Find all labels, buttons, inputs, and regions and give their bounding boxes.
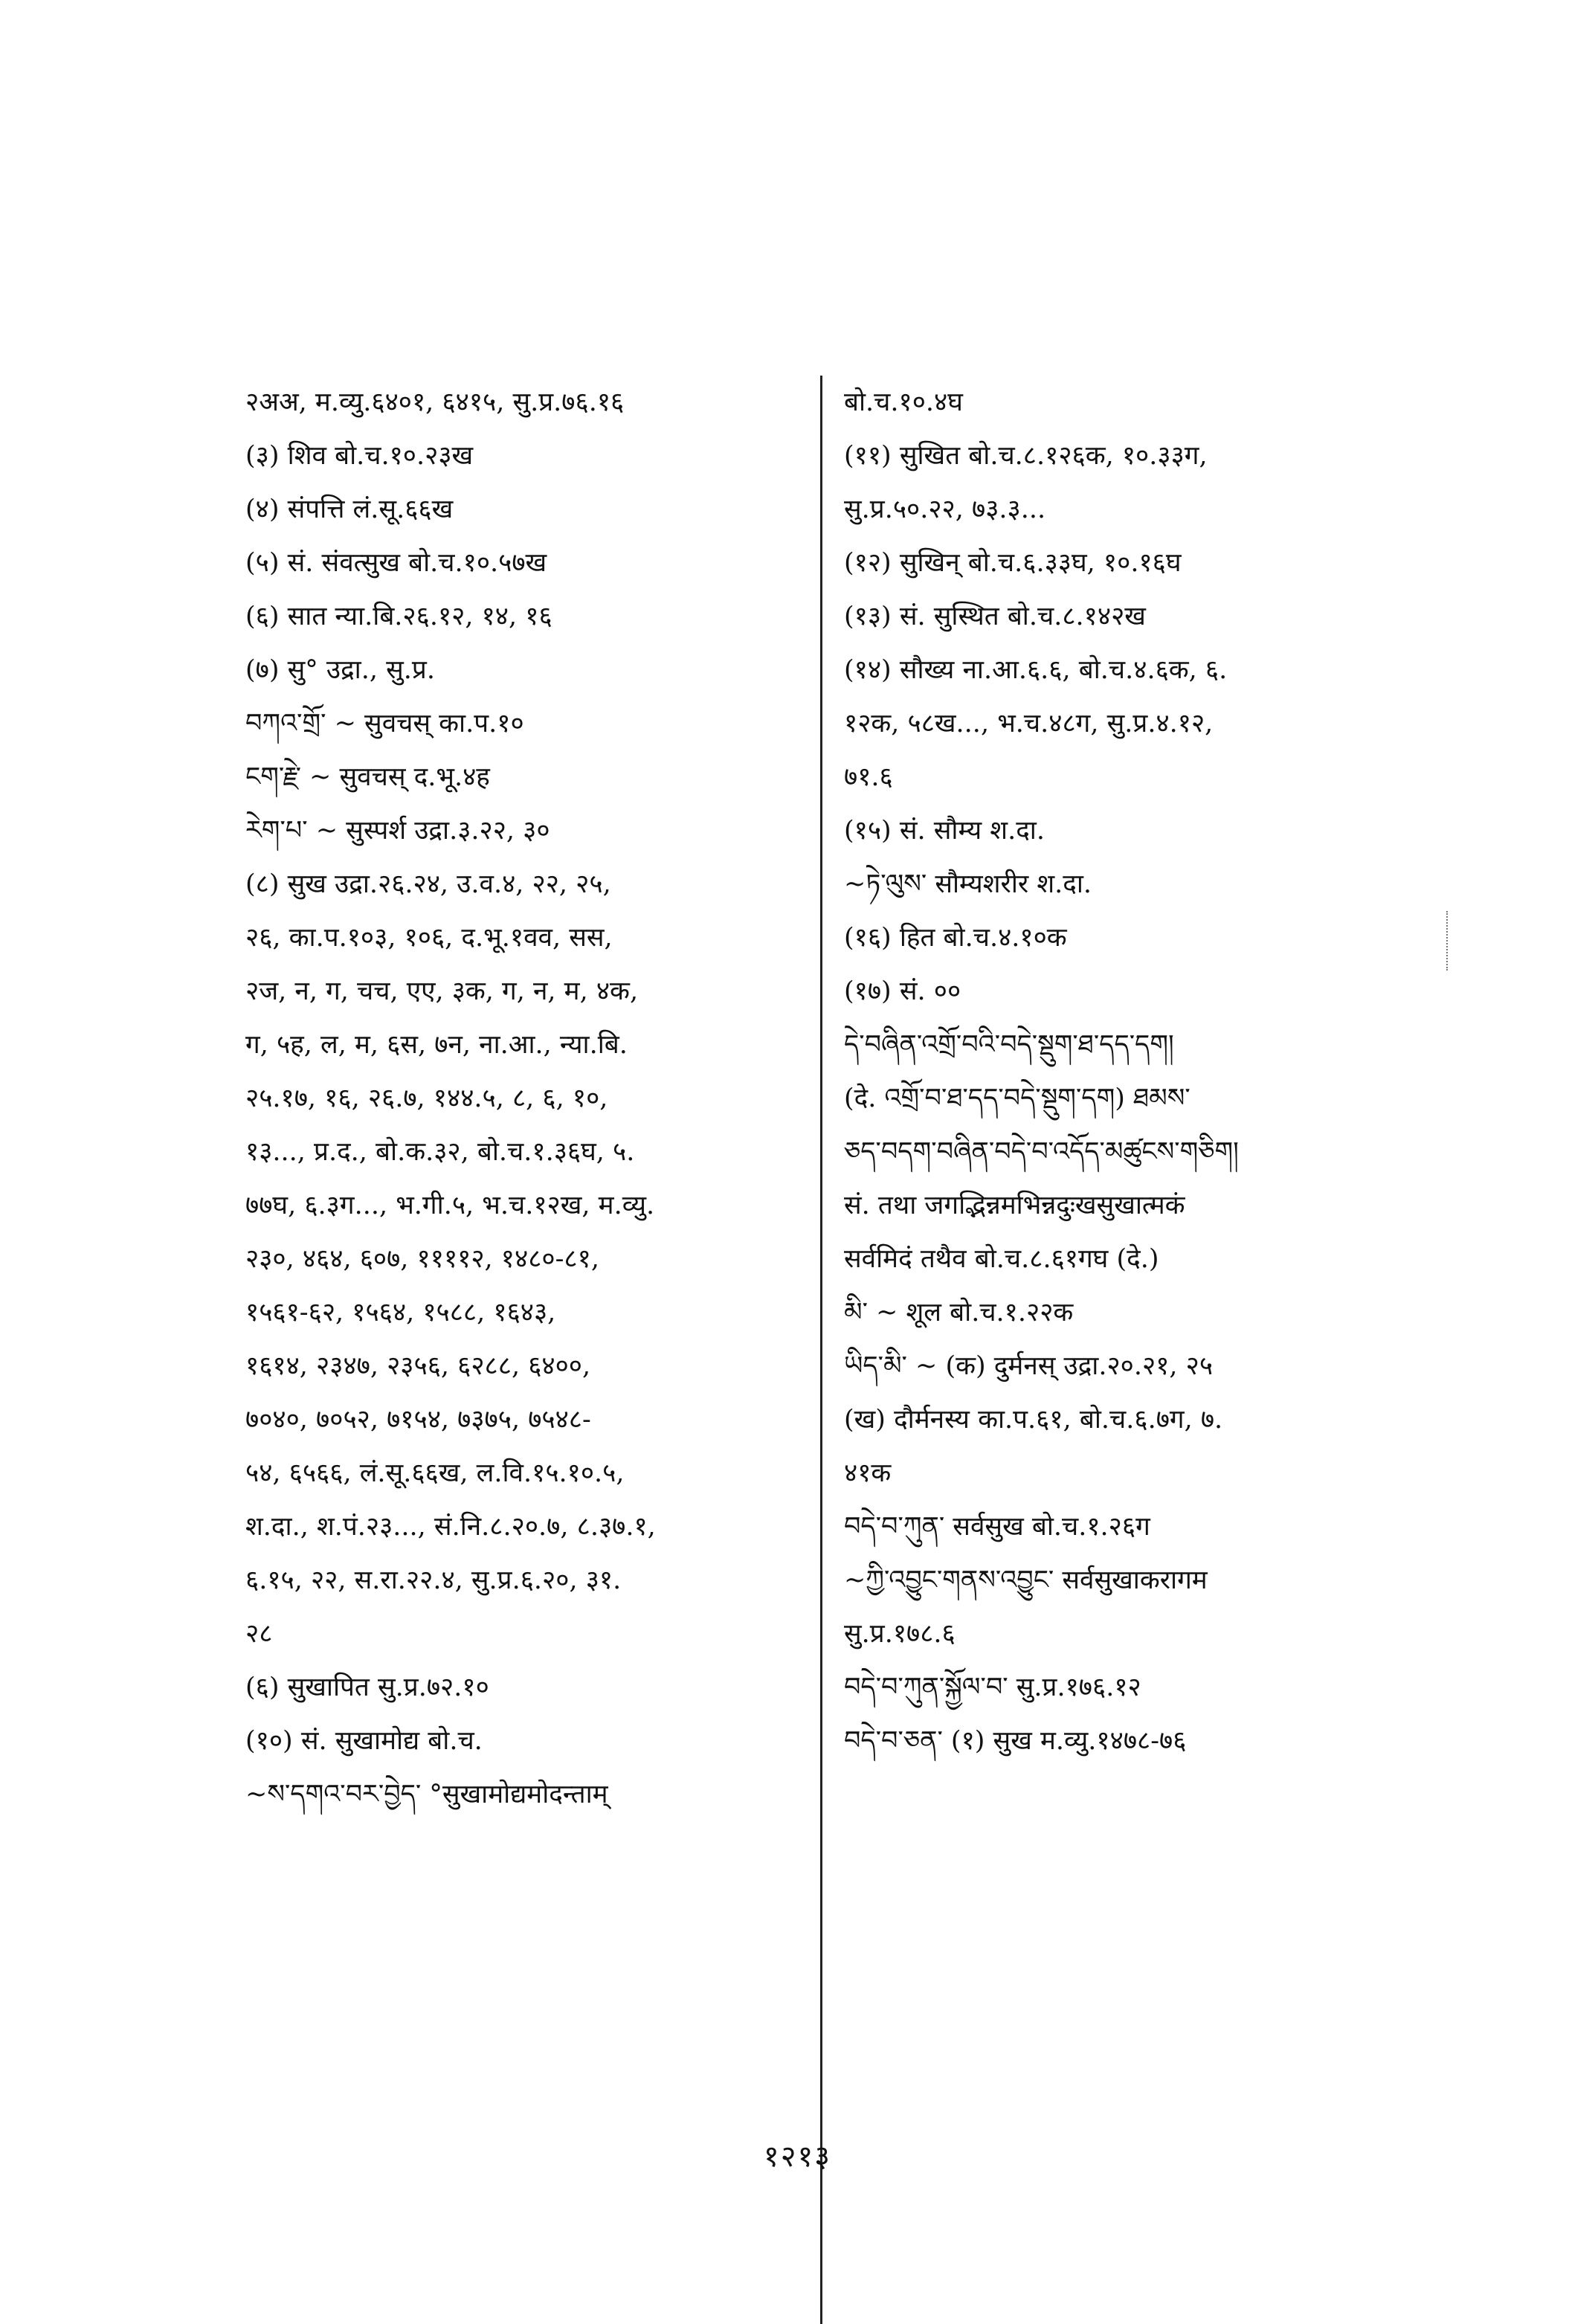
right-line-7: १२क, ५८ख..., भ.च.४८ग, सु.प्र.४.१२, (844, 709, 1214, 738)
right-line-17: सर्वमिदं तथैव बो.च.८.६१गघ (दे.) (844, 1244, 1159, 1274)
right-line-11: (१६) हित बो.च.४.१०क (844, 923, 1067, 953)
right-line-24: सु.प्र.१७८.६ (844, 1619, 956, 1649)
left-line-16: ७७घ, ६.३ग..., भ.गी.५, भ.च.१२ख, म.व्यु. (245, 1191, 655, 1220)
left-line-14: २५.१७, १६, २६.७, १४४.५, ८, ६, १०, (245, 1084, 608, 1113)
left-line-1: २अअ, म.व्यु.६४०१, ६४१५, सु.प्र.७६.१६ (245, 387, 625, 417)
right-line-8: ७१.६ (844, 762, 893, 792)
left-line-12: २ज, न, ग, चच, एए, ३क, ग, न, म, ४क, (245, 976, 639, 1006)
left-line-5: (६) सात न्या.बि.२६.१२, १४, १६ (245, 602, 552, 631)
right-line-2: (११) सुखित बो.च.८.१२६क, १०.३३ग, (844, 441, 1208, 471)
right-line-19: ཡིད་མི་ ~ (क) दुर्मनस् उद्रा.२०.२१, २५ (844, 1351, 1214, 1381)
right-line-22: བདེ་བ་ཀུན་ सर्वसुख बो.च.१.२६ग (844, 1512, 1150, 1542)
left-line-8: ངག་རྗེ་ ~ सुवचस् द.भू.४ह (245, 762, 490, 792)
column-separator (820, 376, 822, 2324)
right-line-9: (१५) सं. सौम्य श.दा. (844, 816, 1045, 846)
right-line-1: बो.च.१०.४घ (844, 387, 963, 417)
left-line-7: བཀའ་གྲོ་ ~ सुवचस् का.प.१० (245, 709, 524, 738)
right-line-15: ཅད་བདག་བཞིན་བདེ་བ་འདོད་མཚུངས་གཅིག། (844, 1137, 1239, 1167)
left-line-11: २६, का.प.१०३, १०६, द.भू.१वव, सस, (245, 923, 613, 953)
left-line-15: १३..., प्र.द., बो.क.३२, बो.च.१.३६घ, ५. (245, 1137, 635, 1167)
left-line-19: १६१४, २३४७, २३५६, ६२८८, ६४००, (245, 1351, 591, 1381)
right-line-26: བདེ་བ་ཅན་ (१) सुख म.व्यु.१४७८-७६ (844, 1726, 1187, 1756)
left-line-27: ~ས་དགའ་བར་བྱེད་ °सुखामोद्यमोदन्ताम् (245, 1780, 608, 1809)
right-line-6: (१४) सौख्य ना.आ.६.६, बो.च.४.६क, ६. (844, 655, 1228, 685)
left-line-2: (३) शिव बो.च.१०.२३ख (245, 441, 474, 471)
right-line-21: ४१क (844, 1458, 892, 1488)
right-line-25: བདེ་བ་ཀུན་སྐྱོལ་བ་ सु.प्र.१७६.१२ (844, 1673, 1141, 1702)
left-line-21: ५४, ६५६६, लं.सू.६६ख, ल.वि.१५.१०.५, (245, 1458, 625, 1488)
left-line-10: (८) सुख उद्रा.२६.२४, उ.व.४, २२, २५, (245, 869, 611, 899)
right-line-16: सं. तथा जगद्भिन्नमभिन्नदुःखसुखात्मकं (844, 1191, 1185, 1220)
right-line-20: (ख) दौर्मनस्य का.प.६१, बो.च.६.७ग, ७. (844, 1405, 1223, 1435)
left-line-17: २३०, ४६४, ६०७, ११११२, १४८०-८१, (245, 1244, 599, 1274)
right-line-10: ~ཏེ་ལུས་ सौम्यशरीर श.दा. (844, 869, 1092, 899)
right-line-4: (१२) सुखिन् बो.च.६.३३घ, १०.१६घ (844, 548, 1182, 578)
right-line-5: (१३) सं. सुस्थित बो.च.८.१४२ख (844, 602, 1146, 631)
left-line-13: ग, ५ह, ल, म, ६स, ७न, ना.आ., न्या.बि. (245, 1030, 628, 1060)
left-line-6: (७) सु° उद्रा., सु.प्र. (245, 655, 435, 685)
right-line-23: ~ཀྱི་འབྱུང་གནས་འབྱུང་ सर्वसुखाकरागम (844, 1565, 1208, 1595)
page-number: १२१३ (763, 2140, 832, 2174)
right-line-14: (दे. འགྲོ་བ་ཐ་དད་བདེ་སྡུག་དག) ཐམས་ (844, 1084, 1190, 1113)
margin-dot-mark (1446, 911, 1449, 971)
left-line-4: (५) सं. संवत्सुख बो.च.१०.५७ख (245, 548, 547, 578)
left-column (245, 376, 818, 1821)
right-line-12: (१७) सं. ०० (844, 976, 961, 1006)
left-line-20: ७०४०, ७०५२, ७१५४, ७३७५, ७५४८- (245, 1405, 591, 1435)
left-line-23: ६.१५, २२, स.रा.२२.४, सु.प्र.६.२०, ३१. (245, 1565, 622, 1595)
left-line-25: (६) सुखापित सु.प्र.७२.१० (245, 1673, 489, 1702)
right-line-3: सु.प्र.५०.२२, ७३.३... (844, 495, 1046, 524)
left-line-24: २८ (245, 1619, 273, 1649)
right-line-13: དེ་བཞིན་འགྲོ་བའི་བདེ་སྡུག་ཐ་དད་དག། (844, 1030, 1174, 1060)
left-line-18: १५६१-६२, १५६४, १५८८, १६४३, (245, 1298, 556, 1327)
right-line-18: མི་ ~ शूल बो.च.१.२२क (844, 1298, 1074, 1327)
right-column (844, 376, 1431, 1768)
left-line-22: श.दा., श.पं.२३..., सं.नि.८.२०.७, ८.३७.१, (245, 1512, 656, 1542)
left-line-26: (१०) सं. सुखामोद्य बो.च. (245, 1726, 483, 1756)
left-line-3: (४) संपत्ति लं.सू.६६ख (245, 495, 454, 524)
left-line-9: རེག་པ་ ~ सुस्पर्श उद्रा.३.२२, ३० (245, 816, 550, 846)
